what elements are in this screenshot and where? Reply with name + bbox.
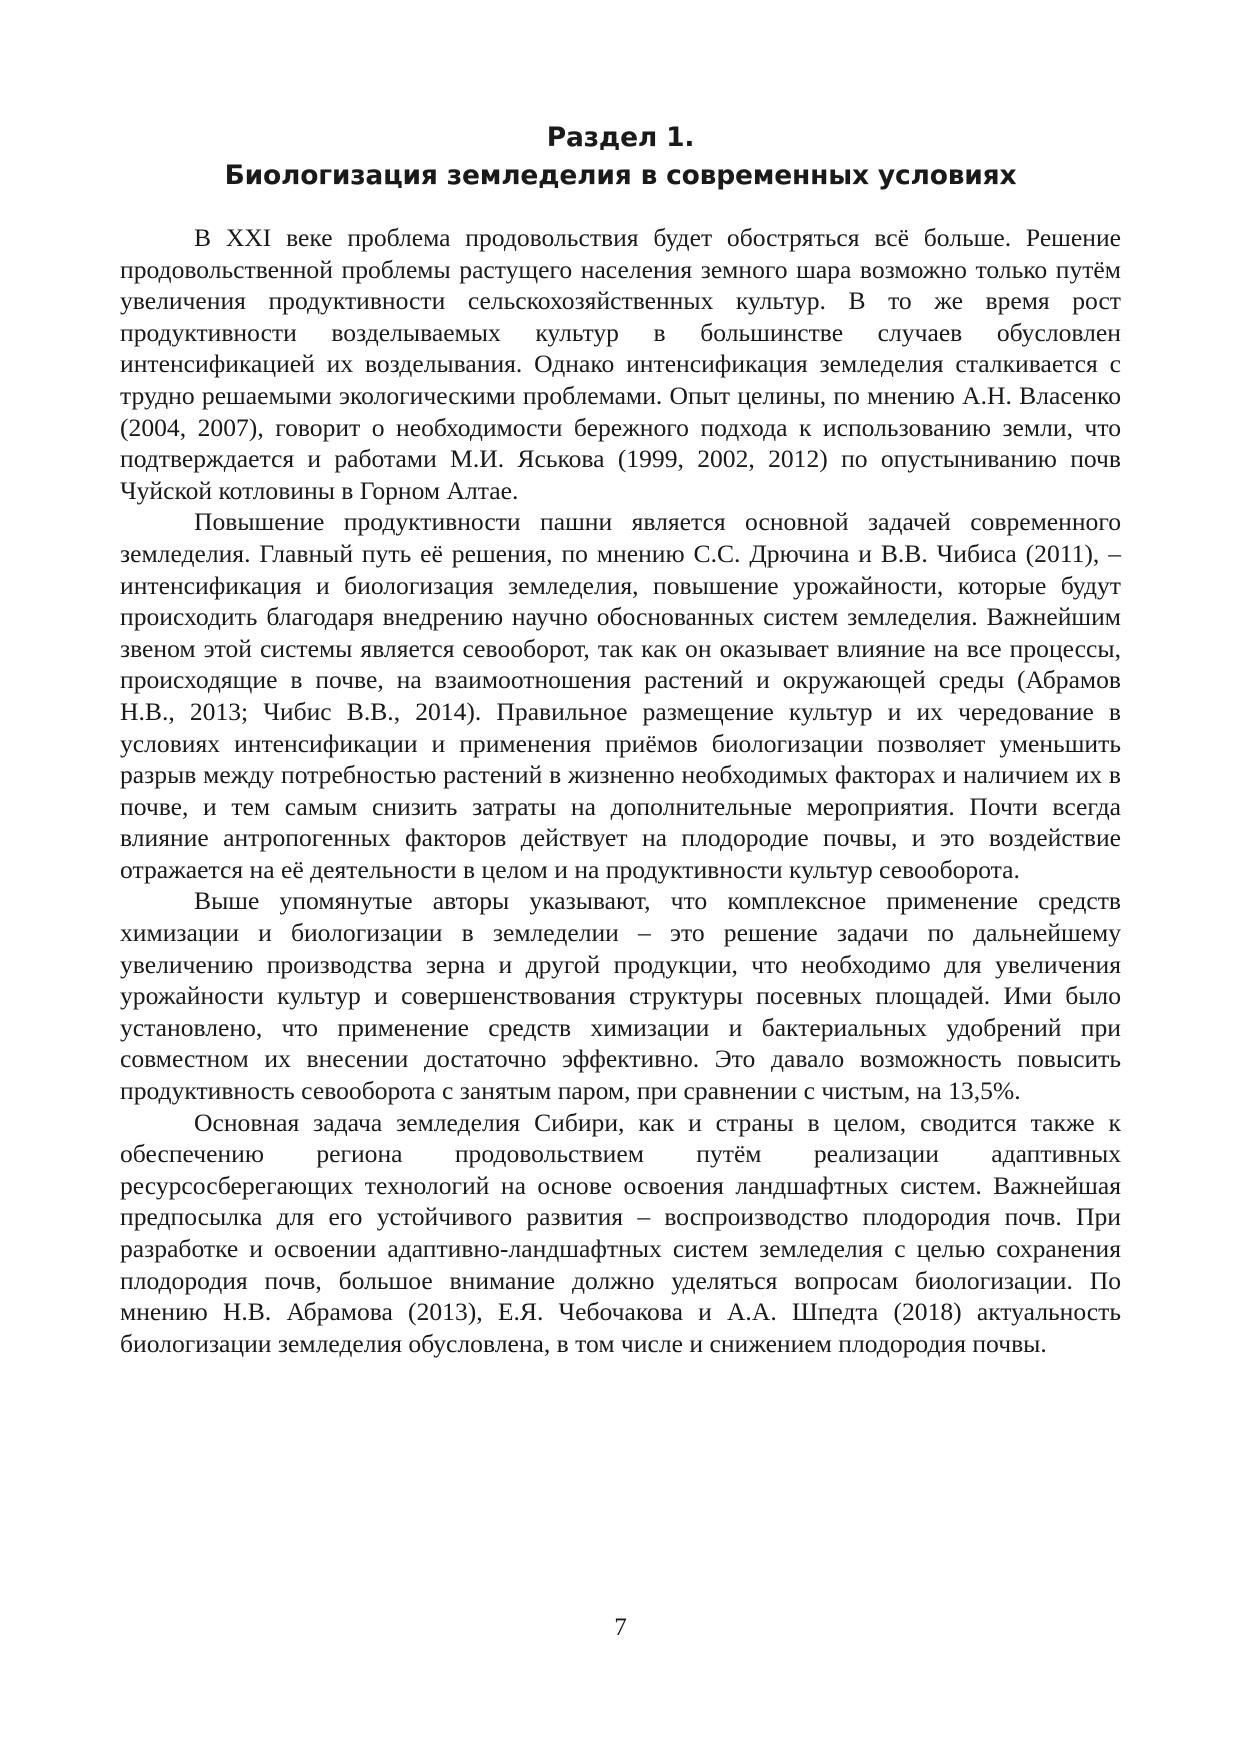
paragraph: Основная задача земледелия Сибири, как и страны в целом, сводится также к обеспечению региона продовольствием путём реализации адаптивных ресурсосберегающих технологий на основе освоения ландшафтных систем. Важнейшая предпосылка для его устойчивого развития – воспроизводство плодородия почв. При разработке и освоении адаптивно-ландшафтных систем земледелия с целью сохранения плодородия почв, большое внимание должно уделяться вопросам биологизации. По мнению Н.В. Абрамова (2013), Е.Я. Чебочакова и А.А. Шпедта (2018) актуальность биологизации земледелия обусловлена, в том числе и снижением плодородия почвы. <box>120 1107 1121 1358</box>
page-number: 7 <box>614 1614 627 1641</box>
section-number: Раздел 1. <box>546 122 695 153</box>
paragraph: Выше упомянутые авторы указывают, что комплексное применение средств химизации и биологизации в земледелии – это решение задачи по дальнейшему увеличению производства зерна и другой продукции, что необходимо для увеличения урожайности культур и совершенствования структуры посевных площадей. Ими было установлено, что применение средств химизации и бактериальных удобрений при совместном их внесении достаточно эффективно. Это давало возможность повысить продуктивность севооборота с занятым паром, при сравнении с чистым, на 13,5%. <box>120 886 1121 1106</box>
section-title: Биологизация земледелия в современных условиях <box>224 160 1017 191</box>
paragraph: Повышение продуктивности пашни является основной задачей современного земледелия. Главный путь её решения, по мнению С.С. Дрючина и В.В. Чибиса (2011), – интенсификация и биологизация земледелия, повышение урожайности, которые будут происходить благодаря внедрению научно обоснованных систем земледелия. Важнейшим звеном этой системы является севооборот, так как он оказывает влияние на все процессы, происходящие в почве, на взаимоотношения растений и окружающей среды (Абрамов Н.В., 2013; Чибис В.В., 2014). Правильное размещение культур и их чередование в условиях интенсификации и применения приёмов биологизации позволяет уменьшить разрыв между потребностью растений в жизненно необходимых факторах и наличием их в почве, и тем самым снизить затраты на дополнительные мероприятия. Почти всегда влияние антропогенных факторов действует на плодородие почвы, и это воздействие отражается на её деятельности в целом и на продуктивности культур севооборота. <box>120 507 1121 884</box>
paragraph: В XXI веке проблема продовольствия будет обостряться всё больше. Решение продовольственной проблемы растущего населения земного шара возможно только путём увеличения продуктивности сельскохозяйственных культур. В то же время рост продуктивности возделываемых культур в большинстве случаев обусловлен интенсификацией их возделывания. Однако интенсификация земледелия сталкивается с трудно решаемыми экологическими проблемами. Опыт целины, по мнению А.Н. Власенко (2004, 2007), говорит о необходимости бережного подхода к использованию земли, что подтверждается и работами М.И. Яськова (1999, 2002, 2012) по опустыниванию почв Чуйской котловины в Горном Алтае. <box>120 223 1121 505</box>
body-text <box>120 222 1121 1359</box>
